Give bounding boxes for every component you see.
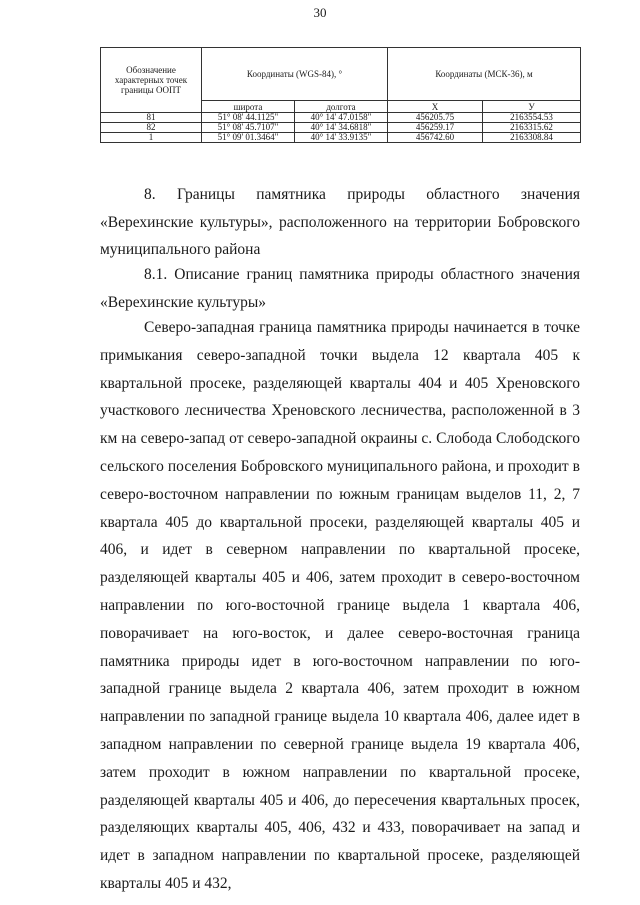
subheader-x: X	[388, 101, 483, 113]
cell-point: 1	[101, 133, 202, 143]
cell-lon: 40° 14' 47.0158"	[295, 113, 388, 123]
cell-x: 456205.75	[388, 113, 483, 123]
table-row	[101, 133, 581, 143]
boundary-description-paragraph: Северо-западная граница памятника природы начинается в точке примыкания северо-западной точки выдела 12 квартала 405 к квартальной просеке, разделяющей кварталы 404 и 405 Хреновского участкового лесничества Хреновского лесничества, расположенной в 3 км на северо-запад от северо-западной окраины с. Слобода Слободского сельского поселения Бобровского муниципального района, и проходит в северо-восточном направлении по южным границам выделов 11, 2, 7 квартала 405 до квартальной просеки, разделяющей кварталы 405 и 406, и идет в северном направлении по квартальной просеке, разделяющей кварталы 405 и 406, затем проходит в северо-восточном направлении по юго-восточной границе выдела 1 квартала 406, поворачивает на юго-восток, и далее северо-восточная граница памятника природы идет в юго-восточном направлении по юго-западной границе выдела 2 квартала 406, затем проходит в южном направлении по западной границе выдела 10 квартала 406, далее идет в западном направлении по северной границе выдела 19 квартала 406, затем проходит в южном направлении по квартальной просеке, разделяющей кварталы 405 и 406, до пересечения квартальных просек, разделяющих кварталы 405, 406, 432 и 433, поворачивает на запад и идет в западном направлении по квартальной просеке, разделяющей кварталы 405 и 432,	[100, 319, 580, 892]
cell-y: 2163554.53	[483, 113, 581, 123]
cell-y: 2163315.62	[483, 123, 581, 133]
cell-lat: 51° 08' 44.1125"	[202, 113, 295, 123]
cell-y: 2163308.84	[483, 133, 581, 143]
subheader-lon: долгота	[295, 101, 388, 113]
table-row	[101, 123, 581, 133]
cell-lon: 40° 14' 34.6818"	[295, 123, 388, 133]
page-number: 30	[313, 5, 327, 20]
section-8-1-heading: 8.1. Описание границ памятника природы областного значения «Верехинские культуры»	[100, 266, 580, 311]
cell-x: 456259.17	[388, 123, 483, 133]
section-8-heading: 8. Границы памятника природы областного значения «Верехинские культуры», расположенного на территории Бобровского муниципального района	[100, 186, 580, 258]
cell-lat: 51° 08' 45.7107"	[202, 123, 295, 133]
cell-point: 81	[101, 113, 202, 123]
subheader-y: У	[483, 101, 581, 113]
cell-point: 82	[101, 123, 202, 133]
cell-lat: 51° 09' 01.3464"	[202, 133, 295, 143]
table-row	[101, 113, 581, 123]
header-point: Обозначение характерных точек границы ООПТ	[101, 48, 202, 113]
subheader-lat: широта	[202, 101, 295, 113]
coordinates-table	[100, 47, 581, 143]
header-msk: Координаты (МСК-36), м	[388, 48, 581, 101]
cell-lon: 40° 14' 33.9135"	[295, 133, 388, 143]
cell-x: 456742.60	[388, 133, 483, 143]
header-wgs: Координаты (WGS-84), °	[202, 48, 388, 101]
table-header-row	[101, 48, 581, 101]
